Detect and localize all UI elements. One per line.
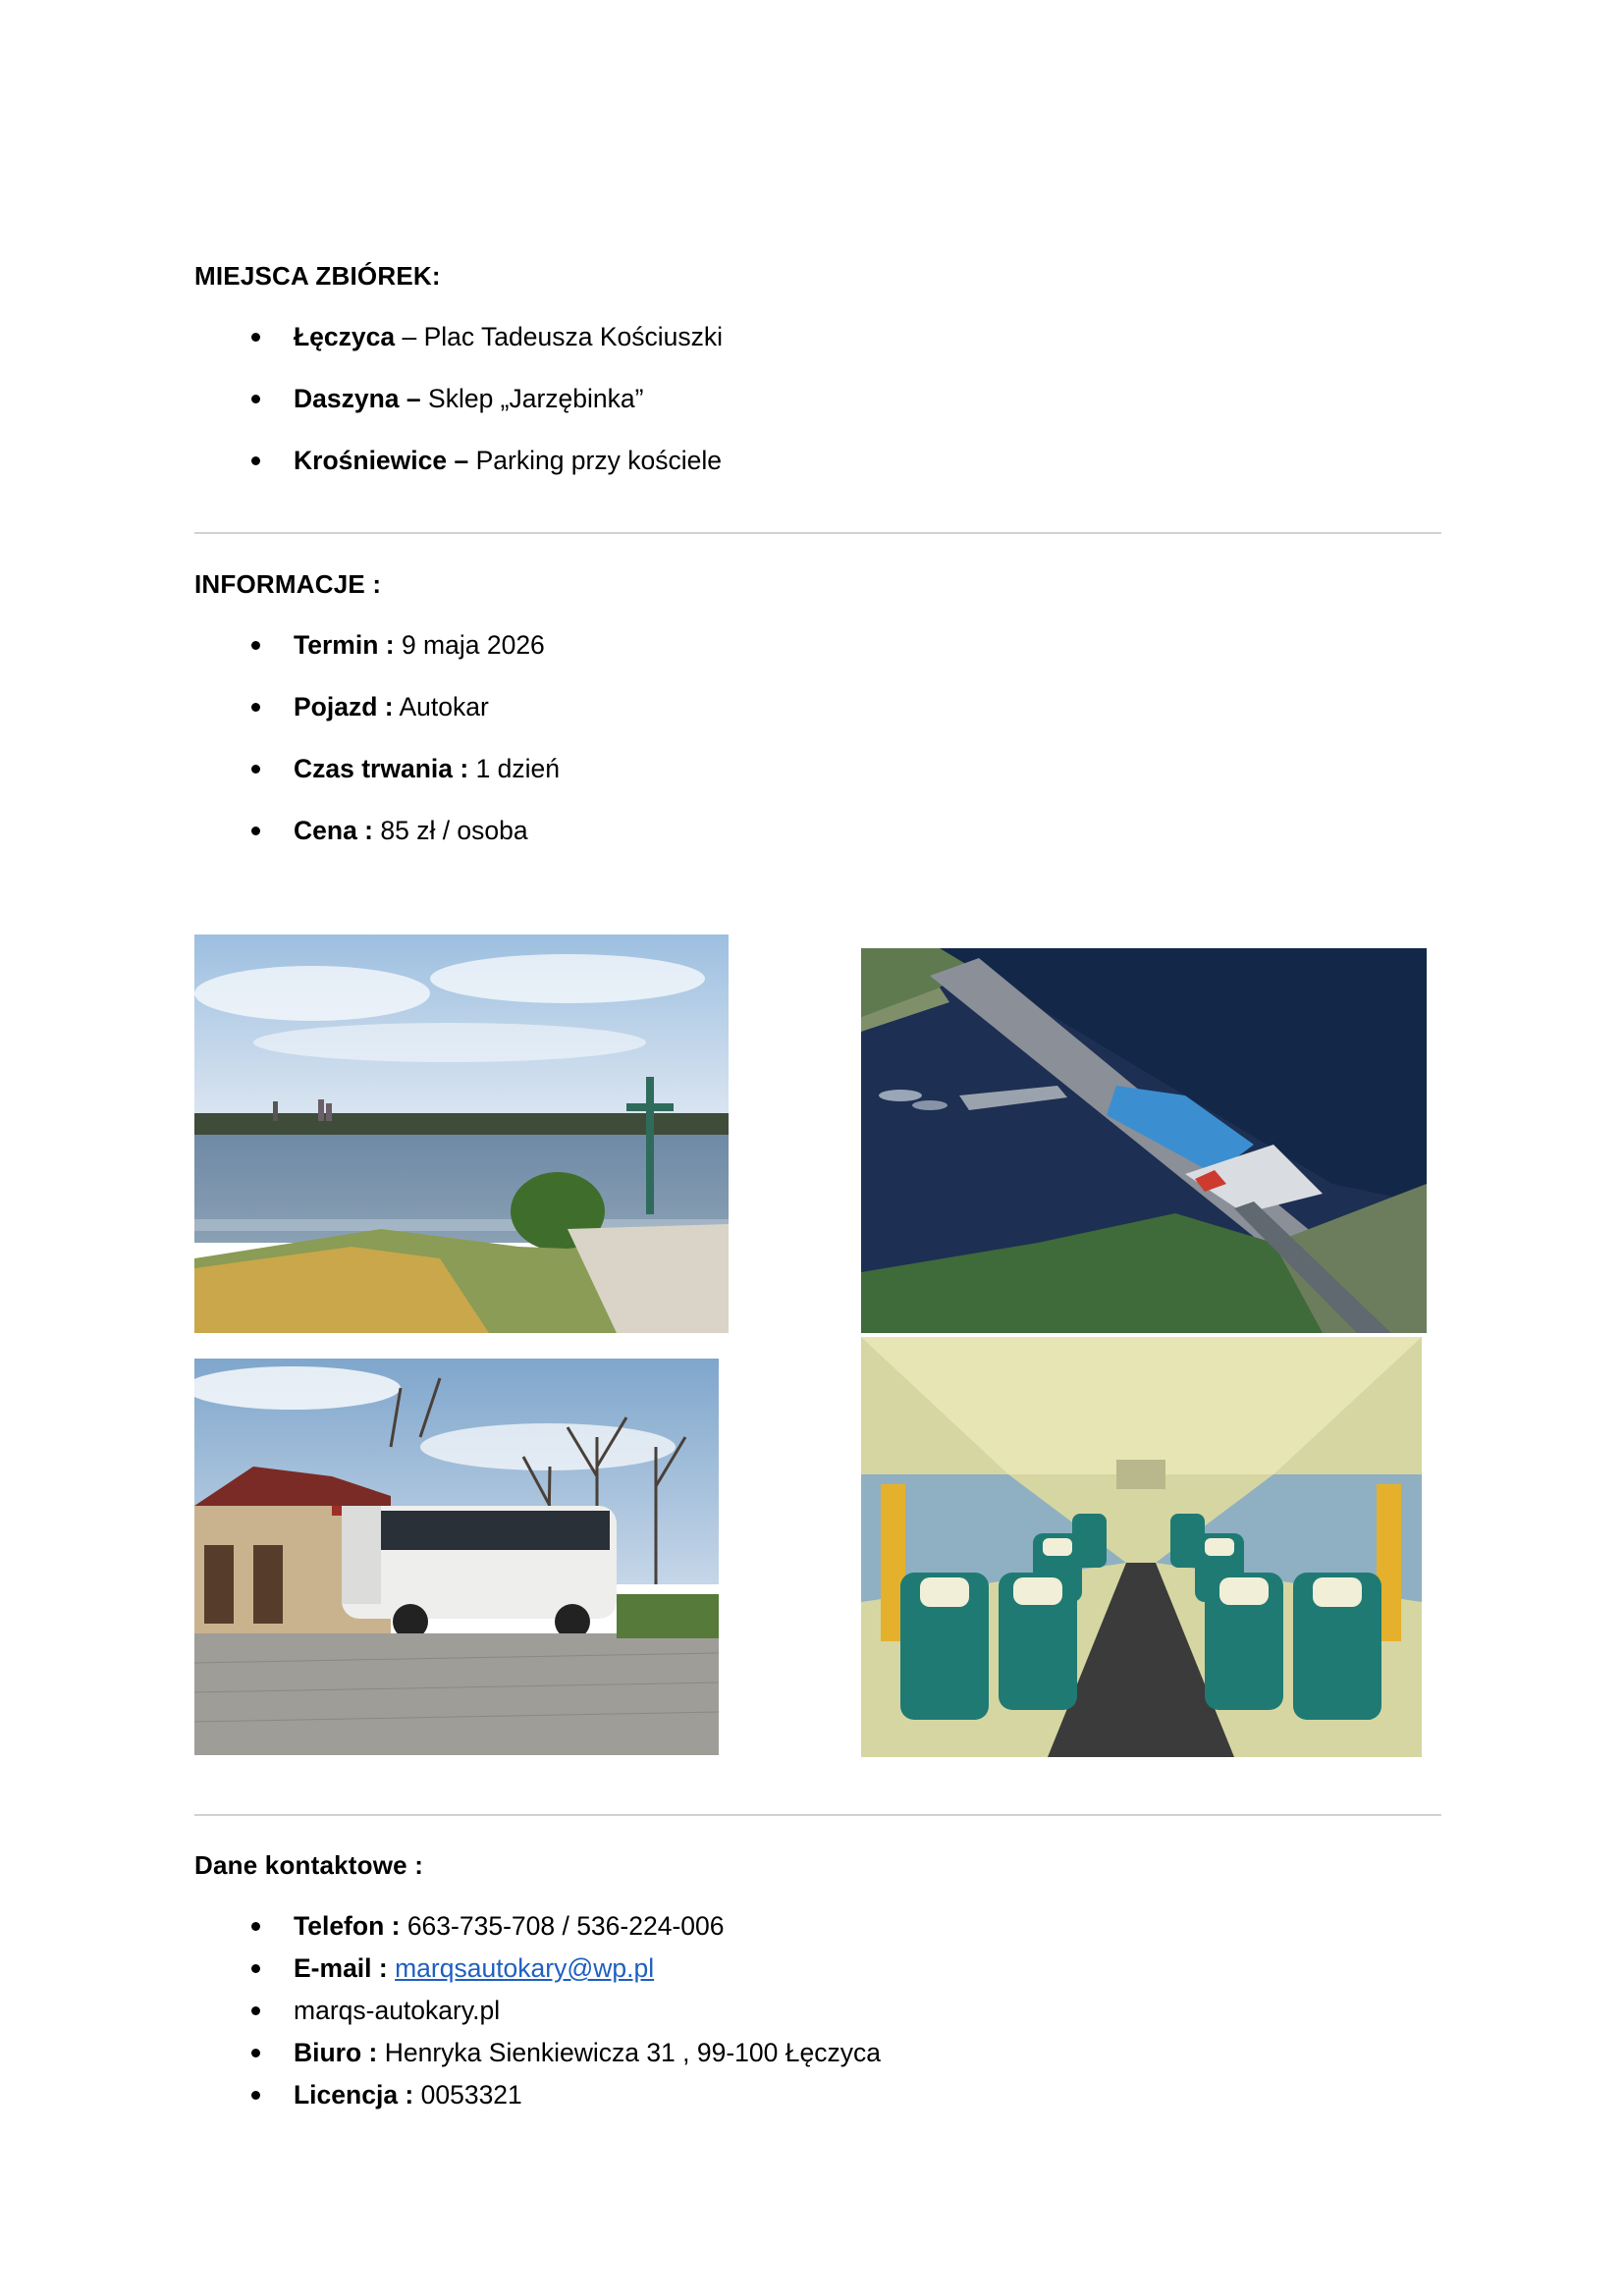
divider (194, 532, 1441, 534)
contact-website (194, 1995, 1441, 2026)
gathering-item-label: Daszyna – (294, 384, 421, 413)
gathering-item-sep (421, 384, 428, 413)
info-item-value: 85 zł / osoba (373, 816, 528, 845)
info-item-value: Autokar (393, 692, 489, 721)
gathering-item (194, 445, 1441, 476)
phone-label: Telefon : (294, 1911, 401, 1941)
contact-license (194, 2079, 1441, 2110)
contact-heading: Dane kontaktowe : (194, 1850, 424, 1880)
license-label: Licencja : (294, 2080, 414, 2109)
office-value: Henryka Sienkiewicza 31 , 99-100 Łęczyca (377, 2038, 881, 2067)
info-item-label: Cena : (294, 816, 373, 845)
coach-bus-photo (194, 1359, 719, 1755)
gathering-item-sep: – (395, 322, 424, 351)
info-item (194, 629, 1441, 661)
gathering-item (194, 321, 1441, 352)
info-item (194, 753, 1441, 784)
info-item-value: 1 dzień (468, 754, 561, 783)
info-list (194, 629, 1441, 877)
info-item-label: Termin : (294, 630, 395, 660)
contact-list (194, 1910, 1441, 2121)
info-item (194, 815, 1441, 846)
info-item (194, 691, 1441, 722)
gathering-list (194, 321, 1441, 507)
gathering-item-value: Parking przy kościele (475, 446, 722, 475)
gathering-item-value: Plac Tadeusza Kościuszki (423, 322, 724, 351)
bus-interior-photo (861, 1337, 1422, 1757)
contact-phone (194, 1910, 1441, 1942)
office-label: Biuro : (294, 2038, 378, 2067)
gathering-heading: MIEJSCA ZBIÓREK: (194, 261, 441, 291)
license-value: 0053321 (413, 2080, 522, 2109)
gathering-item-value: Sklep „Jarzębinka” (428, 384, 644, 413)
phone-value: 663-735-708 / 536-224-006 (400, 1911, 725, 1941)
gathering-item-label: Łęczyca (294, 322, 396, 351)
info-item-label: Czas trwania : (294, 754, 469, 783)
info-heading: INFORMACJE : (194, 569, 382, 599)
info-item-label: Pojazd : (294, 692, 394, 721)
gathering-item-label: Krośniewice – (294, 446, 469, 475)
info-item-value: 9 maja 2026 (394, 630, 545, 660)
contact-email (194, 1952, 1441, 1984)
email-label: E-mail : (294, 1953, 388, 1983)
gathering-item (194, 383, 1441, 414)
divider (194, 1814, 1441, 1816)
website-text: marqs-autokary.pl (294, 1996, 501, 2025)
email-link[interactable]: marqsautokary@wp.pl (395, 1953, 655, 1983)
dam-aerial-photo (861, 948, 1427, 1333)
contact-office (194, 2037, 1441, 2068)
gathering-item-sep (468, 446, 475, 475)
river-cross-photo (194, 934, 729, 1333)
